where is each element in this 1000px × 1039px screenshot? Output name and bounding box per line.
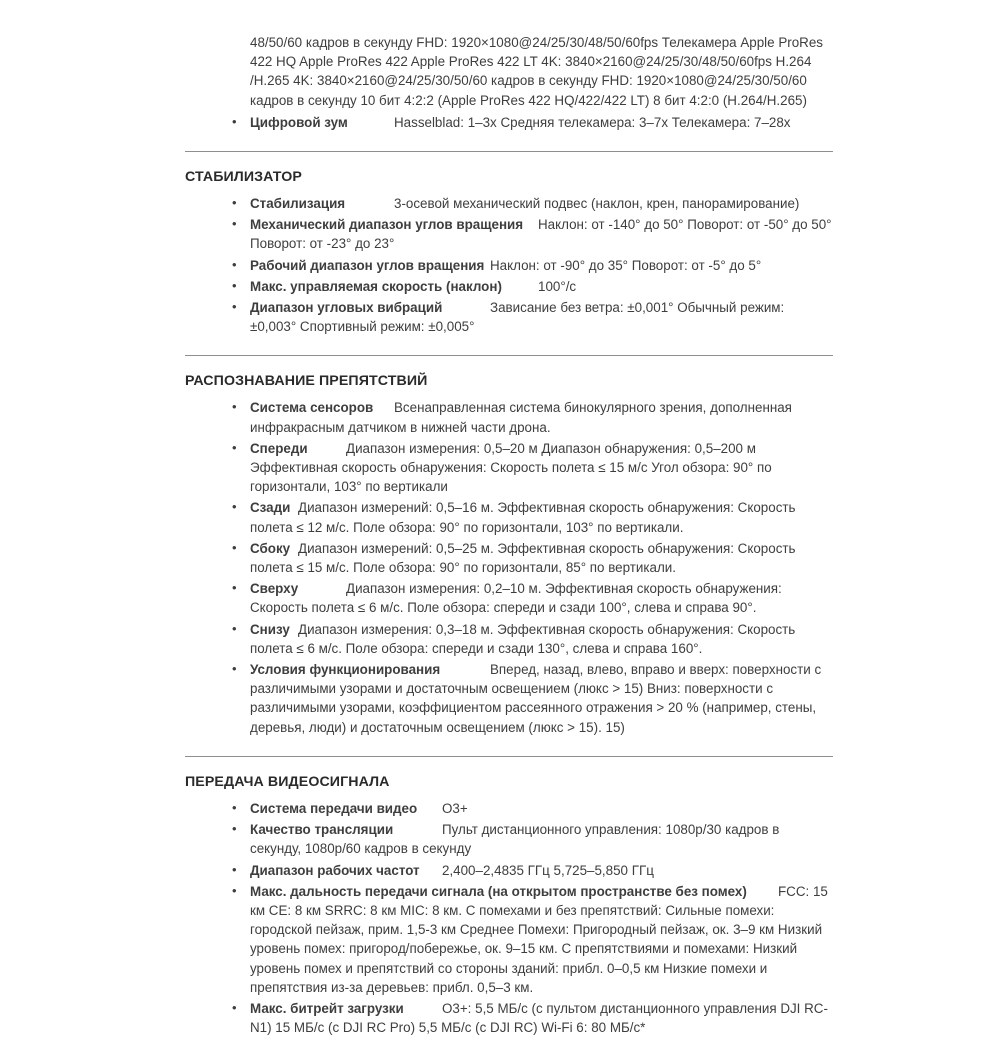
obstacle-spec-list [185, 398, 833, 736]
tab-gap [290, 541, 298, 556]
tab-gap [308, 441, 346, 456]
spec-value: Зависание без ветра: ±0,001° Обычный режим: ±0,003° Спортивный режим: ±0,005° [250, 300, 785, 335]
spec-label: Диапазон угловых вибраций [250, 300, 443, 316]
spec-item-stabilization [185, 194, 833, 213]
gimbal-spec-list [185, 194, 833, 336]
section-divider [185, 151, 833, 152]
spec-value: Hasselblad: 1–3x Средняя телекамера: 3–7x Телекамера: 7–28x [394, 114, 791, 130]
spec-item-max-control-speed [185, 277, 833, 296]
spec-item-backward [185, 498, 833, 536]
video-spec-list [185, 799, 833, 1037]
spec-value: FCC: 15 км CE: 8 км SRRC: 8 км MIC: 8 км. С помехами и без препятствий: Сильные помехи: городской пейзаж, прим. 1,5-3 км Среднее Помехи: Пригородный пейзаж, ок. 3–9 км Низкий уровень помех: пригород/побережье, ок. 9–15 км. С препятствиями и помехами: Низкий уровень помех и препятствий со стороны зданий: прибл. 0–0,5 км Низкие помехи и препятствия из-за деревьев: прибл. 0,5–3 км. [250, 883, 828, 995]
spec-value: Наклон: от -140° до 50° Поворот: от -50° до 50° Поворот: от -23° до 23° [250, 217, 832, 252]
spec-value: Всенаправленная система бинокулярного зрения, дополненная инфракрасным датчиком в нижней части дрона. [250, 400, 792, 435]
spec-value: O3+: 5,5 МБ/с (с пультом дистанционного управления DJI RC-N1) 15 МБ/с (с DJI RC Pro) 5,5 МБ/с (с DJI RC) Wi-Fi 6: 80 МБ/с* [250, 1000, 828, 1036]
tab-gap [420, 863, 442, 878]
spec-label: Условия функционирования [250, 662, 441, 678]
spec-value: Диапазон измерений: 0,5–16 м. Эффективная скорость обнаружения: Скорость полета ≤ 12 м/с. Поле обзора: 90° по горизонтали, 103° по вертикали. [250, 500, 796, 535]
spec-item-sensing-system [185, 398, 833, 436]
tab-gap [442, 300, 490, 315]
tab-gap [523, 217, 538, 232]
spec-item-lateral [185, 539, 833, 577]
tab-gap [404, 1001, 442, 1016]
spec-item-live-view-quality [185, 820, 833, 858]
spec-label: Макс. дальность передачи сигнала (на открытом пространстве без помех) [250, 883, 747, 899]
spec-item-transmission-system [185, 799, 833, 818]
spec-label: Стабилизация [250, 196, 346, 212]
spec-item-max-download-bitrate [185, 999, 833, 1037]
tab-gap [345, 196, 394, 211]
spec-value: Диапазон измерений: 0,5–25 м. Эффективная скорость обнаружения: Скорость полета ≤ 15 м/с. Поле обзора: 90° по горизонтали, 85° по вертикали. [250, 540, 796, 576]
tab-gap [417, 801, 442, 816]
spec-label: Качество трансляции [250, 822, 394, 838]
section-title-video-transmission: ПЕРЕДАЧА ВИДЕОСИГНАЛА [185, 773, 390, 790]
section-video-transmission [185, 773, 833, 1037]
section-obstacle-sensing [185, 372, 833, 736]
spec-label: Система сенсоров [250, 400, 374, 416]
camera-spec-list [185, 113, 833, 132]
spec-value: Наклон: от -90° до 35° Поворот: от -5° до 5° [490, 257, 762, 273]
spec-item-max-transmission-distance [185, 882, 833, 997]
section-title-obstacle-sensing: РАСПОЗНАВАНИЕ ПРЕПЯТСТВИЙ [185, 373, 428, 390]
spec-label: Механический диапазон углов вращения [250, 217, 524, 233]
tab-gap [373, 400, 394, 415]
spec-value: Пульт дистанционного управления: 1080p/30 кадров в секунду, 1080p/60 кадров в секунду [250, 822, 780, 857]
spec-item-vibration-range [185, 298, 833, 336]
spec-label: Система передачи видео [250, 800, 418, 816]
spec-item-downward [185, 620, 833, 658]
tab-gap [290, 622, 298, 637]
spec-label: Макс. управляемая скорость (наклон) [250, 278, 502, 294]
tab-gap [298, 581, 346, 596]
tab-gap [747, 884, 778, 899]
spec-label: Спереди [250, 440, 308, 456]
spec-label: Сверху [250, 581, 299, 597]
camera-spec-continuation-text: 48/50/60 кадров в секунду FHD: 1920×1080@24/25/30/48/50/60fps Телекамера Apple ProRes 422 HQ Apple ProRes 422 Apple ProRes 422 LT 4K: 3840×2160@24/25/30/48/50/60fps H.264 /H.265 4K: 3840×2160@24/25/30/50/60 кадров в секунду FHD: 1920×1080@24/25/30/50/60 кадров в секунду 10 бит 4:2:2 (Apple ProRes 422 HQ/422/422 LT) 8 бит 4:2:0 (H.264/H.265) [250, 35, 823, 108]
spec-item-forward [185, 439, 833, 497]
tab-gap [440, 662, 490, 677]
section-title-gimbal: СТАБИЛИЗАТОР [185, 169, 302, 186]
spec-label: Макс. битрейт загрузки [250, 1000, 404, 1016]
spec-value: Диапазон измерения: 0,3–18 м. Эффективная скорость обнаружения: Скорость полета ≤ 6 м/с. Поле обзора: спереди и сзади 130°, слева и справа 160°. [250, 621, 796, 656]
spec-item-operating-environment [185, 660, 833, 737]
section-gimbal [185, 168, 833, 336]
spec-value: Диапазон измерения: 0,5–20 м Диапазон обнаружения: 0,5–200 м Эффективная скорость обнаружения: Скорость полета ≤ 15 м/с Угол обзора: 90° по горизонтали, 103° по вертикали [250, 440, 772, 495]
tab-gap [348, 115, 394, 130]
spec-label: Рабочий диапазон углов вращения [250, 257, 485, 273]
spec-item-mechanical-range [185, 215, 833, 253]
spec-value: O3+ [442, 800, 468, 816]
spec-item-frequency-range [185, 861, 833, 880]
spec-value: 3-осевой механический подвес (наклон, крен, панорамирование) [394, 196, 800, 212]
spec-label: Снизу [250, 621, 290, 637]
spec-value: 100°/с [538, 278, 577, 294]
spec-value: Вперед, назад, влево, вправо и вверх: поверхности с различимыми узорами и достаточным освещением (люкс > 15) Вниз: поверхности с различимыми узорами, коэффициентом рассеянного отражения > 20 % (например, стены, деревья, люди) и достаточным освещением (люкс > 15). 15) [250, 662, 822, 735]
spec-value: Диапазон измерения: 0,2–10 м. Эффективная скорость обнаружения: Скорость полета ≤ 6 м/с. Поле обзора: спереди и сзади 100°, слева и справа 90°. [250, 581, 782, 616]
tab-gap [393, 822, 442, 837]
spec-label: Цифровой зум [250, 114, 348, 130]
spec-item-controllable-range [185, 256, 833, 275]
section-divider [185, 756, 833, 757]
spec-label: Диапазон рабочих частот [250, 862, 420, 878]
tab-gap [502, 279, 538, 294]
spec-label: Сбоку [250, 540, 291, 556]
spec-item-digital-zoom [185, 113, 833, 132]
spec-item-upward [185, 579, 833, 617]
tab-gap [290, 500, 298, 515]
spec-document [185, 33, 833, 1039]
section-divider [185, 355, 833, 356]
spec-value: 2,400–2,4835 ГГц 5,725–5,850 ГГц [442, 862, 654, 878]
spec-label: Сзади [250, 500, 291, 516]
